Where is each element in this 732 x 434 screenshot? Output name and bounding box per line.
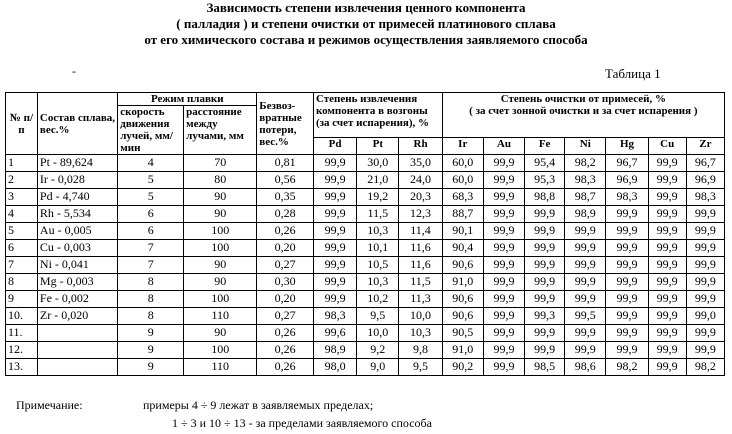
au-cell: 99,9 bbox=[483, 359, 524, 376]
hg-cell: 99,9 bbox=[606, 325, 648, 342]
header-purification bbox=[442, 93, 724, 138]
ni-cell: 98,7 bbox=[565, 189, 606, 206]
pt-cell: 10,1 bbox=[357, 240, 399, 257]
fe-cell: 99,9 bbox=[525, 240, 565, 257]
fe-cell: 98,8 bbox=[525, 189, 565, 206]
hg-cell: 99,9 bbox=[606, 206, 648, 223]
ir-cell: 60,0 bbox=[442, 172, 483, 189]
au-cell: 99,9 bbox=[483, 172, 524, 189]
au-cell: 99,9 bbox=[483, 189, 524, 206]
ir-cell: 90,1 bbox=[442, 223, 483, 240]
pd-cell: 99,9 bbox=[313, 223, 356, 240]
header-pd: Pd bbox=[313, 138, 356, 155]
row-number: 2 bbox=[6, 172, 38, 189]
pd-cell: 99,6 bbox=[313, 325, 356, 342]
row-number: 6 bbox=[6, 240, 38, 257]
pt-cell: 9,5 bbox=[357, 308, 399, 325]
zr-cell: 99,9 bbox=[686, 342, 724, 359]
pt-cell: 10,3 bbox=[357, 223, 399, 240]
ir-cell: 91,0 bbox=[442, 342, 483, 359]
fe-cell: 98,5 bbox=[525, 359, 565, 376]
speed-cell: 6 bbox=[118, 206, 184, 223]
losses-cell: 0,30 bbox=[257, 274, 314, 291]
distance-cell: 90 bbox=[184, 325, 257, 342]
hg-cell: 99,9 bbox=[606, 308, 648, 325]
ir-cell: 91,0 bbox=[442, 274, 483, 291]
ni-cell: 99,5 bbox=[565, 308, 606, 325]
fe-cell: 99,9 bbox=[525, 257, 565, 274]
fe-cell: 95,4 bbox=[525, 155, 565, 172]
ir-cell: 90,6 bbox=[442, 257, 483, 274]
zr-cell: 96,9 bbox=[686, 172, 724, 189]
cu-cell: 99,9 bbox=[648, 223, 686, 240]
losses-cell: 0,81 bbox=[257, 155, 314, 172]
ir-cell: 90,6 bbox=[442, 308, 483, 325]
rh-cell: 11,6 bbox=[399, 257, 442, 274]
ni-cell: 99,9 bbox=[565, 223, 606, 240]
pt-cell: 10,0 bbox=[357, 325, 399, 342]
rh-cell: 11,4 bbox=[399, 223, 442, 240]
hg-cell: 96,9 bbox=[606, 172, 648, 189]
zr-cell: 99,9 bbox=[686, 291, 724, 308]
note-line1: примеры 4 ÷ 9 лежат в заявляемых пределах; bbox=[143, 398, 374, 412]
distance-cell: 90 bbox=[184, 206, 257, 223]
header-purification-line1: Степень очистки от примесей, % bbox=[500, 93, 666, 105]
header-speed: скорость движения лучей, мм/мин bbox=[118, 106, 184, 155]
cu-cell: 99,9 bbox=[648, 291, 686, 308]
ni-cell: 98,9 bbox=[565, 206, 606, 223]
speed-cell: 9 bbox=[118, 325, 184, 342]
document-title-line2: ( палладия ) и степени очистки от примесей платинового сплава bbox=[176, 16, 556, 31]
cu-cell: 99,9 bbox=[648, 308, 686, 325]
table-row bbox=[6, 308, 725, 325]
speed-cell: 9 bbox=[118, 342, 184, 359]
header-cu: Cu bbox=[648, 138, 686, 155]
cu-cell: 99,9 bbox=[648, 325, 686, 342]
table-row bbox=[6, 291, 725, 308]
fe-cell: 99,3 bbox=[525, 308, 565, 325]
pd-cell: 99,9 bbox=[313, 240, 356, 257]
zr-cell: 99,9 bbox=[686, 325, 724, 342]
row-number: 10. bbox=[6, 308, 38, 325]
row-number: 8 bbox=[6, 274, 38, 291]
ni-cell: 98,2 bbox=[565, 155, 606, 172]
composition-cell: Cu - 0,003 bbox=[37, 240, 117, 257]
header-melt-mode: Режим плавки bbox=[118, 93, 257, 106]
speed-cell: 7 bbox=[118, 257, 184, 274]
ir-cell: 88,7 bbox=[442, 206, 483, 223]
row-number: 5 bbox=[6, 223, 38, 240]
header-au: Au bbox=[483, 138, 524, 155]
ni-cell: 99,9 bbox=[565, 257, 606, 274]
speed-cell: 9 bbox=[118, 359, 184, 376]
hg-cell: 96,7 bbox=[606, 155, 648, 172]
distance-cell: 110 bbox=[184, 308, 257, 325]
speed-cell: 8 bbox=[118, 274, 184, 291]
losses-cell: 0,27 bbox=[257, 257, 314, 274]
header-losses: Безвоз-вратные потери, вес.% bbox=[257, 93, 314, 155]
pt-cell: 30,0 bbox=[357, 155, 399, 172]
header-pt: Pt bbox=[357, 138, 399, 155]
distance-cell: 100 bbox=[184, 291, 257, 308]
pd-cell: 99,9 bbox=[313, 274, 356, 291]
ni-cell: 99,9 bbox=[565, 342, 606, 359]
note-label: Примечание: bbox=[16, 398, 83, 412]
hg-cell: 98,2 bbox=[606, 359, 648, 376]
rh-cell: 35,0 bbox=[399, 155, 442, 172]
header-composition: Состав сплава, вес.% bbox=[37, 93, 117, 155]
document-title-line1: Зависимость степени извлечения ценного компонента bbox=[206, 0, 526, 15]
header-num: № п/п bbox=[6, 93, 38, 155]
cu-cell: 99,9 bbox=[648, 240, 686, 257]
losses-cell: 0,26 bbox=[257, 342, 314, 359]
zr-cell: 99,9 bbox=[686, 274, 724, 291]
au-cell: 99,9 bbox=[483, 342, 524, 359]
row-number: 4 bbox=[6, 206, 38, 223]
rh-cell: 24,0 bbox=[399, 172, 442, 189]
rh-cell: 10,3 bbox=[399, 325, 442, 342]
distance-cell: 90 bbox=[184, 189, 257, 206]
pd-cell: 99,9 bbox=[313, 291, 356, 308]
pd-cell: 98,0 bbox=[313, 359, 356, 376]
rh-cell: 11,5 bbox=[399, 274, 442, 291]
composition-cell: Ni - 0,041 bbox=[37, 257, 117, 274]
pt-cell: 9,2 bbox=[357, 342, 399, 359]
au-cell: 99,9 bbox=[483, 291, 524, 308]
pt-cell: 10,5 bbox=[357, 257, 399, 274]
au-cell: 99,9 bbox=[483, 308, 524, 325]
stray-dash: - bbox=[72, 64, 76, 78]
pd-cell: 99,9 bbox=[313, 189, 356, 206]
pd-cell: 99,9 bbox=[313, 257, 356, 274]
ni-cell: 98,6 bbox=[565, 359, 606, 376]
rh-cell: 12,3 bbox=[399, 206, 442, 223]
distance-cell: 90 bbox=[184, 257, 257, 274]
header-extraction: Степень извлечения компонента в возгоны (за счет испарения), % bbox=[313, 93, 442, 138]
composition-cell: Pd - 4,740 bbox=[37, 189, 117, 206]
pt-cell: 21,0 bbox=[357, 172, 399, 189]
hg-cell: 98,3 bbox=[606, 189, 648, 206]
cu-cell: 99,9 bbox=[648, 342, 686, 359]
losses-cell: 0,56 bbox=[257, 172, 314, 189]
pt-cell: 10,2 bbox=[357, 291, 399, 308]
losses-cell: 0,20 bbox=[257, 240, 314, 257]
pd-cell: 99,9 bbox=[313, 206, 356, 223]
fe-cell: 99,9 bbox=[525, 223, 565, 240]
ir-cell: 90,2 bbox=[442, 359, 483, 376]
losses-cell: 0,28 bbox=[257, 206, 314, 223]
row-number: 11. bbox=[6, 325, 38, 342]
losses-cell: 0,27 bbox=[257, 308, 314, 325]
cu-cell: 99,9 bbox=[648, 189, 686, 206]
zr-cell: 99,9 bbox=[686, 206, 724, 223]
row-number: 9 bbox=[6, 291, 38, 308]
header-ni: Ni bbox=[565, 138, 606, 155]
pt-cell: 10,3 bbox=[357, 274, 399, 291]
au-cell: 99,9 bbox=[483, 223, 524, 240]
composition-cell: Ir - 0,028 bbox=[37, 172, 117, 189]
fe-cell: 99,9 bbox=[525, 291, 565, 308]
note-line2: 1 ÷ 3 и 10 ÷ 13 - за пределами заявляемого способа bbox=[172, 416, 432, 430]
distance-cell: 100 bbox=[184, 240, 257, 257]
row-number: 3 bbox=[6, 189, 38, 206]
header-hg: Hg bbox=[606, 138, 648, 155]
ni-cell: 99,9 bbox=[565, 274, 606, 291]
rh-cell: 20,3 bbox=[399, 189, 442, 206]
header-rh: Rh bbox=[399, 138, 442, 155]
composition-cell: Pt - 89,624 bbox=[37, 155, 117, 172]
fe-cell: 95,3 bbox=[525, 172, 565, 189]
row-number: 12. bbox=[6, 342, 38, 359]
cu-cell: 99,9 bbox=[648, 155, 686, 172]
au-cell: 99,9 bbox=[483, 206, 524, 223]
au-cell: 99,9 bbox=[483, 325, 524, 342]
ir-cell: 90,5 bbox=[442, 325, 483, 342]
zr-cell: 98,2 bbox=[686, 359, 724, 376]
pd-cell: 99,9 bbox=[313, 155, 356, 172]
pt-cell: 9,0 bbox=[357, 359, 399, 376]
row-number: 1 bbox=[6, 155, 38, 172]
composition-cell: Rh - 5,534 bbox=[37, 206, 117, 223]
fe-cell: 99,9 bbox=[525, 342, 565, 359]
distance-cell: 80 bbox=[184, 172, 257, 189]
composition-cell: Mg - 0,003 bbox=[37, 274, 117, 291]
header-zr: Zr bbox=[686, 138, 724, 155]
table-row bbox=[6, 155, 725, 172]
distance-cell: 100 bbox=[184, 223, 257, 240]
header-ir: Ir bbox=[442, 138, 483, 155]
ni-cell: 98,3 bbox=[565, 172, 606, 189]
document-title-line3: от его химического состава и режимов осуществления заявляемого способа bbox=[144, 32, 588, 47]
cu-cell: 99,9 bbox=[648, 257, 686, 274]
losses-cell: 0,26 bbox=[257, 325, 314, 342]
speed-cell: 5 bbox=[118, 189, 184, 206]
speed-cell: 8 bbox=[118, 308, 184, 325]
losses-cell: 0,20 bbox=[257, 291, 314, 308]
speed-cell: 8 bbox=[118, 291, 184, 308]
hg-cell: 99,9 bbox=[606, 223, 648, 240]
rh-cell: 9,5 bbox=[399, 359, 442, 376]
distance-cell: 110 bbox=[184, 359, 257, 376]
pt-cell: 19,2 bbox=[357, 189, 399, 206]
cu-cell: 99,9 bbox=[648, 359, 686, 376]
table-row bbox=[6, 189, 725, 206]
zr-cell: 99,9 bbox=[686, 223, 724, 240]
au-cell: 99,9 bbox=[483, 257, 524, 274]
results-table bbox=[5, 92, 725, 376]
table-row bbox=[6, 359, 725, 376]
table-row bbox=[6, 206, 725, 223]
table-label: Таблица 1 bbox=[605, 66, 661, 81]
losses-cell: 0,26 bbox=[257, 359, 314, 376]
rh-cell: 10,0 bbox=[399, 308, 442, 325]
row-number: 13. bbox=[6, 359, 38, 376]
ir-cell: 60,0 bbox=[442, 155, 483, 172]
ir-cell: 90,4 bbox=[442, 240, 483, 257]
distance-cell: 70 bbox=[184, 155, 257, 172]
rh-cell: 11,6 bbox=[399, 240, 442, 257]
ir-cell: 68,3 bbox=[442, 189, 483, 206]
pd-cell: 99,9 bbox=[313, 172, 356, 189]
table-row bbox=[6, 274, 725, 291]
composition-cell: Fe - 0,002 bbox=[37, 291, 117, 308]
hg-cell: 99,9 bbox=[606, 291, 648, 308]
fe-cell: 99,9 bbox=[525, 325, 565, 342]
speed-cell: 4 bbox=[118, 155, 184, 172]
losses-cell: 0,35 bbox=[257, 189, 314, 206]
ir-cell: 90,6 bbox=[442, 291, 483, 308]
rh-cell: 9,8 bbox=[399, 342, 442, 359]
cu-cell: 99,9 bbox=[648, 172, 686, 189]
distance-cell: 100 bbox=[184, 342, 257, 359]
pt-cell: 11,5 bbox=[357, 206, 399, 223]
ni-cell: 99,9 bbox=[565, 291, 606, 308]
hg-cell: 99,9 bbox=[606, 240, 648, 257]
speed-cell: 7 bbox=[118, 240, 184, 257]
zr-cell: 99,0 bbox=[686, 308, 724, 325]
pd-cell: 98,9 bbox=[313, 342, 356, 359]
au-cell: 99,9 bbox=[483, 240, 524, 257]
speed-cell: 5 bbox=[118, 172, 184, 189]
losses-cell: 0,26 bbox=[257, 223, 314, 240]
fe-cell: 99,9 bbox=[525, 206, 565, 223]
header-fe: Fe bbox=[525, 138, 565, 155]
distance-cell: 90 bbox=[184, 274, 257, 291]
speed-cell: 6 bbox=[118, 223, 184, 240]
au-cell: 99,9 bbox=[483, 274, 524, 291]
ni-cell: 99,9 bbox=[565, 325, 606, 342]
composition-cell: Zr - 0,020 bbox=[37, 308, 117, 325]
row-number: 7 bbox=[6, 257, 38, 274]
composition-cell bbox=[37, 325, 117, 342]
zr-cell: 98,3 bbox=[686, 189, 724, 206]
cu-cell: 99,9 bbox=[648, 274, 686, 291]
cu-cell: 99,9 bbox=[648, 206, 686, 223]
header-purification-line2: ( за счет зонной очистки и за счет испарения ) bbox=[469, 105, 698, 117]
composition-cell: Au - 0,005 bbox=[37, 223, 117, 240]
zr-cell: 99,9 bbox=[686, 257, 724, 274]
table-row bbox=[6, 172, 725, 189]
hg-cell: 99,9 bbox=[606, 257, 648, 274]
au-cell: 99,9 bbox=[483, 155, 524, 172]
header-distance: расстояние между лучами, мм bbox=[184, 106, 257, 155]
table-row bbox=[6, 325, 725, 342]
zr-cell: 96,7 bbox=[686, 155, 724, 172]
table-row bbox=[6, 240, 725, 257]
hg-cell: 99,9 bbox=[606, 274, 648, 291]
composition-cell bbox=[37, 342, 117, 359]
rh-cell: 11,3 bbox=[399, 291, 442, 308]
fe-cell: 99,9 bbox=[525, 274, 565, 291]
table-row bbox=[6, 342, 725, 359]
table-row bbox=[6, 257, 725, 274]
pd-cell: 98,3 bbox=[313, 308, 356, 325]
hg-cell: 99,9 bbox=[606, 342, 648, 359]
composition-cell bbox=[37, 359, 117, 376]
ni-cell: 99,9 bbox=[565, 240, 606, 257]
table-row bbox=[6, 223, 725, 240]
zr-cell: 99,9 bbox=[686, 240, 724, 257]
